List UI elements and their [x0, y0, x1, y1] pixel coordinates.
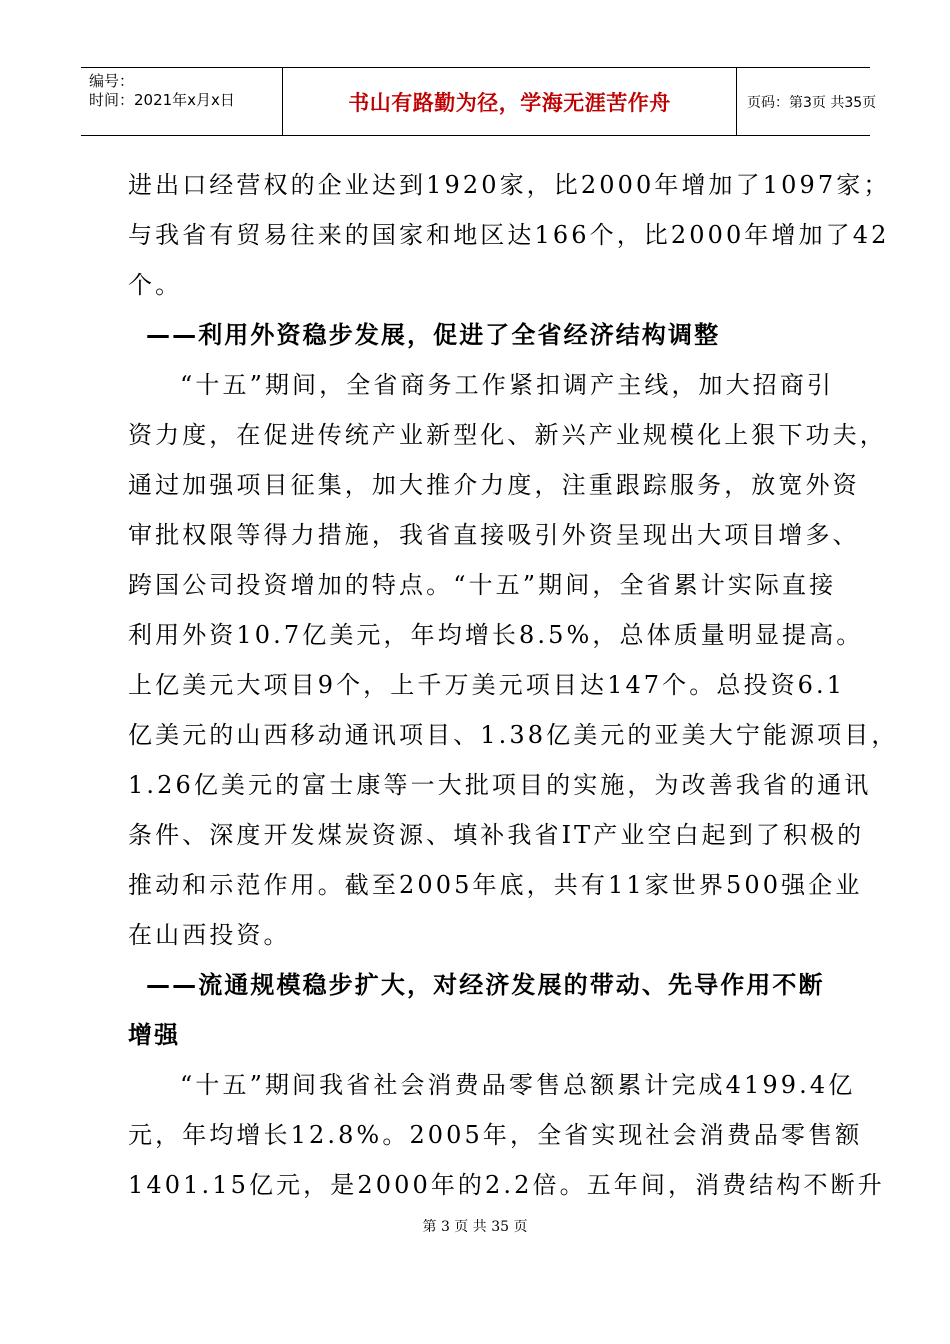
number-label: 编号：	[89, 72, 135, 90]
text-line: 个。	[128, 271, 183, 299]
header-page-info: 页码：第3页 共35页	[747, 94, 877, 111]
text-line: “十五”期间，全省商务工作紧扣调产主线，加大招商引	[180, 371, 835, 399]
text-line: 1401.15亿元，是2000年的2.2倍。五年间，消费结构不断升	[128, 1171, 885, 1199]
section-heading: ——流通规模稳步扩大，对经济发展的带动、先导作用不断	[146, 971, 825, 999]
section-heading-continued: 增强	[128, 1021, 181, 1049]
page-header	[81, 67, 877, 136]
text-line: 利用外资10.7亿美元，年均增长8.5%，总体质量明显提高。	[128, 621, 864, 649]
text-line: 与我省有贸易往来的国家和地区达166个，比2000年增加了42	[128, 221, 890, 249]
section-heading: ——利用外资稳步发展，促进了全省经济结构调整	[146, 321, 721, 349]
text-line: 审批权限等得力措施，我省直接吸引外资呈现出大项目增多、	[128, 521, 860, 549]
text-line: 跨国公司投资增加的特点。“十五”期间，全省累计实际直接	[128, 571, 837, 599]
text-line: 条件、深度开发煤炭资源、填补我省IT产业空白起到了积极的	[128, 821, 865, 849]
text-line: 元，年均增长12.8%。2005年，全省实现社会消费品零售额	[128, 1121, 863, 1149]
text-line: “十五”期间我省社会消费品零售总额累计完成4199.4亿	[180, 1071, 856, 1099]
text-line: 资力度，在促进传统产业新型化、新兴产业规模化上狠下功夫，	[128, 421, 887, 449]
text-line: 亿美元的山西移动通讯项目、1.38亿美元的亚美大宁能源项目，	[128, 721, 899, 749]
date-label: 时间：2021年x月x日	[89, 91, 235, 109]
header-motto: 书山有路勤为径，学海无涯苦作舟	[283, 68, 737, 135]
text-line: 通过加强项目征集，加大推介力度，注重跟踪服务，放宽外资	[128, 471, 860, 499]
text-line: 1.26亿美元的富士康等一大批项目的实施，为改善我省的通讯	[128, 771, 872, 799]
document-body	[128, 160, 899, 1210]
text-line: 上亿美元大项目9个，上千万美元项目达147个。总投资6.1	[128, 671, 846, 699]
page-footer: 第 3 页 共 35 页	[422, 1219, 528, 1235]
text-line: 推动和示范作用。截至2005年底，共有11家世界500强企业	[128, 871, 863, 899]
header-meta	[81, 68, 283, 135]
text-line: 进出口经营权的企业达到1920家，比2000年增加了1097家；	[128, 171, 891, 199]
text-line: 在山西投资。	[128, 921, 291, 949]
